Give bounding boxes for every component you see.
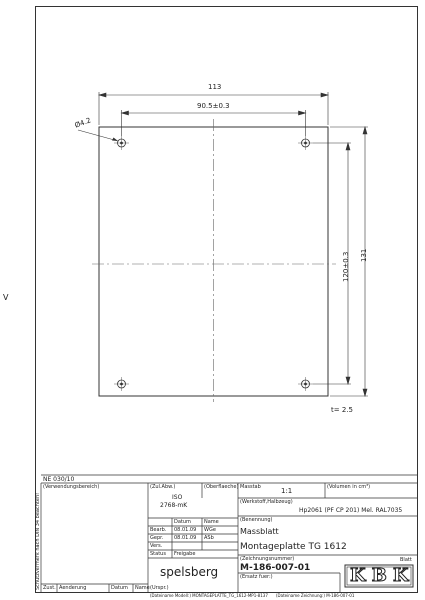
werkstoff-label: (Werkstoff,Halbzeug) <box>240 499 293 505</box>
thickness-label: t= 2.5 <box>331 406 353 414</box>
oberflaeche-label: (Oberflaeche) <box>204 484 239 490</box>
massstab-value: 1:1 <box>281 487 293 495</box>
ref-number: NE 030/10 <box>43 476 75 483</box>
volumen-label: (Volumen in cm³) <box>327 484 371 490</box>
sheet-frame <box>36 7 418 593</box>
dim-hole-diameter-label: Ø4.2 <box>73 116 93 130</box>
row-vers-label: Vers. <box>150 543 163 549</box>
urspr-label: (Urspr.) <box>150 585 169 591</box>
margin-mark: V <box>3 293 9 302</box>
mounting-hole <box>298 377 313 391</box>
row-gepr-name: ASb <box>204 535 214 541</box>
aenderung-label: Aenderung <box>59 585 87 591</box>
ersatz-label: (Ersatz fuer:) <box>240 574 273 580</box>
zul-abw-value-1: ISO <box>172 494 183 501</box>
zeichnungsnummer-label: (Zeichnungsnummer) <box>240 556 295 562</box>
dim-hole-spacing-x-label: 90.5±0.3 <box>197 102 230 110</box>
zul-abw-label: (Zul.Abw.) <box>150 484 176 490</box>
row-status-value: Freigabe <box>174 551 196 557</box>
row-status-label: Status <box>150 551 166 557</box>
dim-height-label: 131 <box>360 248 368 262</box>
zul-abw-value-2: 2768-mK <box>160 502 188 509</box>
protection-note: Schutzvermerk nach DIN 34 beachten! <box>35 492 41 590</box>
dim-hole-spacing-y-label: 120±0.3 <box>342 251 350 282</box>
row-gepr-datum: 08.01.09 <box>174 535 197 541</box>
massstab-label: Masstab <box>240 484 261 490</box>
dim-width-label: 113 <box>208 83 222 91</box>
datum-label: Datum <box>111 585 128 591</box>
drawing-number: M-186-007-01 <box>240 563 311 573</box>
mounting-hole <box>298 136 313 150</box>
footer-drawing-filename: (Dateiname Zeichnung:) M-186-007-01 <box>276 593 355 598</box>
logo-text: KBK <box>350 565 415 586</box>
footer-model-filename: (Dateiname Modell:) MONTAGEPLATTE_TG_1612-MP1-8137 <box>150 593 268 598</box>
blatt-label: Blatt <box>400 557 412 563</box>
row-bearb-label: Bearb. <box>150 527 167 533</box>
benennung-label: (Benennung) <box>240 517 273 523</box>
col-datum: Datum <box>174 519 191 525</box>
verwendungsbereich-label: (Verwendungsbereich) <box>43 484 100 490</box>
company-name: spelsberg <box>160 565 219 579</box>
row-bearb-datum: 08.01.09 <box>174 527 197 533</box>
col-name: Name <box>204 519 219 525</box>
row-gepr-label: Gepr. <box>150 535 164 541</box>
werkstoff-value: Hp2061 (PF CP 201) Mel. RAL7035 <box>299 507 403 514</box>
title-line-2: Montageplatte TG 1612 <box>240 542 347 552</box>
mounting-hole <box>114 136 129 150</box>
title-line-1: Massblatt <box>240 527 279 536</box>
mounting-hole <box>114 377 129 391</box>
name-label: Name <box>135 585 150 591</box>
diameter-leader <box>78 130 118 141</box>
row-bearb-name: WGe <box>204 527 216 533</box>
kbk-logo <box>344 564 414 588</box>
zust-label: Zust. <box>43 585 56 591</box>
